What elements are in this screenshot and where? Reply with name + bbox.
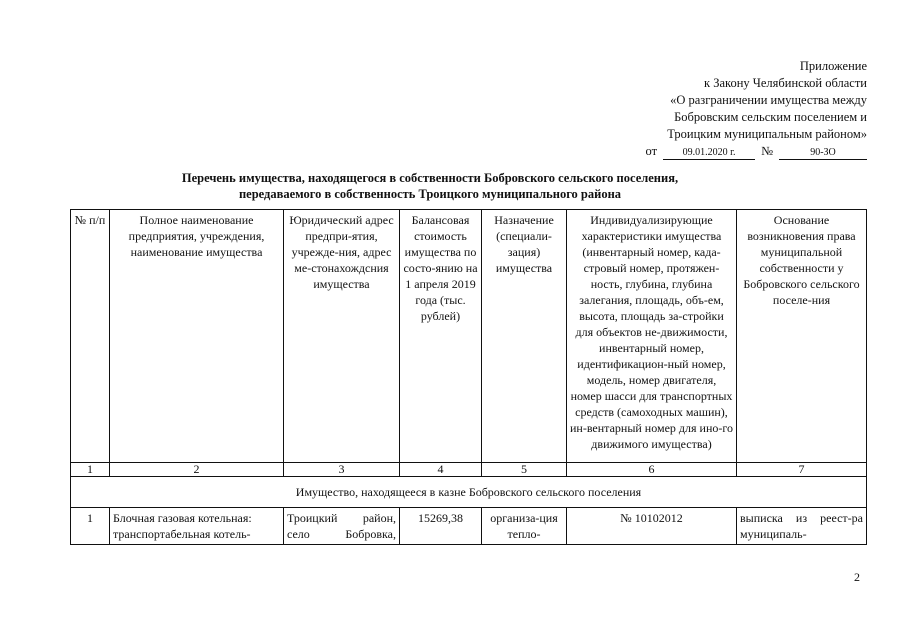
appendix-line: Приложение: [799, 59, 867, 73]
column-number: 6: [567, 463, 737, 477]
title-line: передаваемого в собственность Троицкого муниципального района: [238, 187, 622, 201]
title-line: Перечень имущества, находящегося в собственности Бобровского сельского поселения,: [181, 171, 679, 185]
appendix-block: [646, 58, 868, 160]
law-date: 09.01.2020 г.: [663, 147, 755, 160]
column-number: 1: [71, 463, 110, 477]
property-address: Троицкий район, село Бобровка,: [284, 508, 400, 545]
page-number: 2: [854, 570, 860, 584]
property-table: [70, 209, 867, 545]
table-row: [71, 508, 867, 545]
column-number: 2: [110, 463, 284, 477]
header-cell: Балансовая стоимость имущества по состо-янию на 1 апреля 2019 года (тыс. рублей): [400, 210, 482, 463]
header-cell: Основание возникновения права муниципальной собственности у Бобровского сельского поселе-ния: [737, 210, 867, 463]
section-row: [71, 477, 867, 508]
property-name: Блочная газовая котельная: транспортабельная котель-: [110, 508, 284, 545]
document-title: [100, 170, 760, 202]
row-number: 1: [71, 508, 110, 545]
column-number: 5: [482, 463, 567, 477]
column-number: 3: [284, 463, 400, 477]
property-characteristics: № 10102012: [567, 508, 737, 545]
column-number: 7: [737, 463, 867, 477]
header-cell: Полное наименование предприятия, учреждения, наименование имущества: [110, 210, 284, 463]
law-date-number-line: [646, 143, 868, 160]
law-number: 90-ЗО: [779, 147, 867, 160]
appendix-line: Бобровским сельским поселением и: [674, 110, 867, 124]
header-cell: № п/п: [71, 210, 110, 463]
section-title: Имущество, находящееся в казне Бобровского сельского поселения: [71, 477, 867, 508]
table-header-row: [71, 210, 867, 463]
balance-value: 15269,38: [400, 508, 482, 545]
appendix-line: Троицким муниципальным районом»: [667, 127, 867, 141]
header-cell: Индивидуализирующие характеристики имущества (инвентарный номер, када-стровый номер, протяжен-ность, глубина, глубина залегания, площадь, объ-ем, высота, площадь за-стройки для объектов не-движимости, инвентарный номер, идентификацион-ный номер, модель, номер двигателя, номер шасси для транспортных средств (самоходных машин), ин-вентарный номер для ино-го движимого имущества): [567, 210, 737, 463]
column-number-row: [71, 463, 867, 477]
date-prefix: от: [645, 144, 658, 158]
column-number: 4: [400, 463, 482, 477]
header-cell: Назначение (специали-зация) имущества: [482, 210, 567, 463]
appendix-line: «О разграничении имущества между: [670, 93, 867, 107]
header-cell: Юридический адрес предпри-ятия, учрежде-ния, адрес ме-стонахождсния имущества: [284, 210, 400, 463]
property-purpose: организа-ция тепло-: [482, 508, 567, 545]
ownership-basis: выписка из реест-ра муниципаль-: [737, 508, 867, 545]
number-prefix: №: [761, 144, 773, 158]
appendix-line: к Закону Челябинской области: [704, 76, 867, 90]
